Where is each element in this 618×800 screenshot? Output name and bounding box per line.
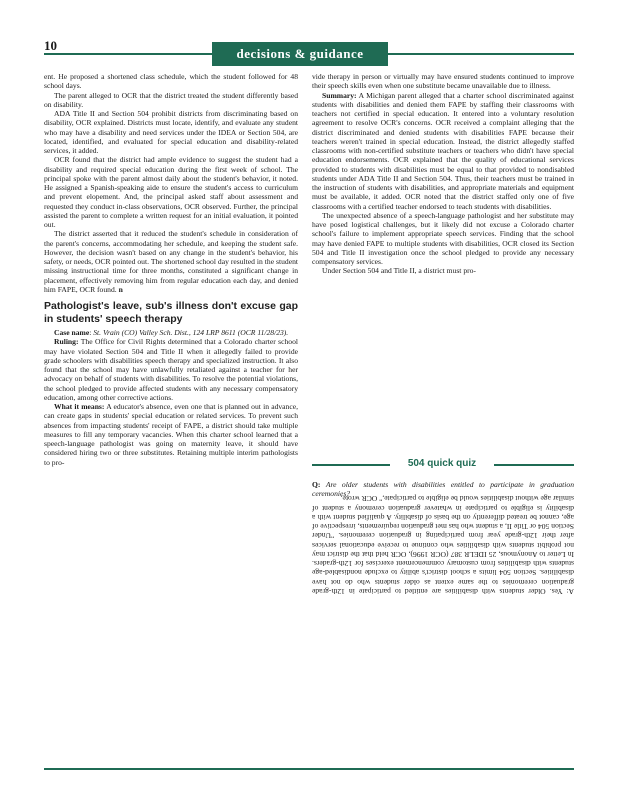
quiz-header [312,458,574,472]
paragraph: ADA Title II and Section 504 prohibit districts from discriminating based on disability, OCR explained. Districts must locate, identify, and evaluate any student who may have a disability and need services under the IDEA or Section 504, are located, identified, and evaluated for special education and disability-related services, it added. [44,109,298,155]
paragraph: The parent alleged to OCR that the district treated the student differently based on disability. [44,90,298,109]
paragraph: vide therapy in person or virtually may have ensured students continued to improve their speech skills even when one substitute became unavailable due to illness. [312,72,574,91]
paragraph: Under Section 504 and Title II, a district must pro- [322,266,476,276]
column-left [44,72,298,467]
what-it-means-paragraph: What it means: A educator's absence, even one that is planned out in advance, can create gaps in students' special education or related services. To prevent such absences from impacting students' receipt of FAPE, a district should take multiple measures to fill any temporary vacancies. When this charter school learned that a speech-language pathologist was going on maternity leave, it should have considered hiring two or three substitutes. Retaining multiple interim pathologists to pro- [44,402,298,467]
paragraph: The unexpected absence of a speech-language pathologist and her substitute may have posed logistical challenges, but it likely did not excuse a Colorado charter school's failure to implement appropriate speech services. Finding that the school may have denied FAPE to multiple students with disabilities, OCR closed its Section 504 and Title II investigation once the school pledged to provide any necessary compensatory services. [312,210,574,266]
quiz-rule-right [494,464,574,466]
article-heading: Pathologist's leave, sub's illness don't excuse gap in students' speech therapy [44,300,298,325]
paragraph: OCR found that the district had ample evidence to suggest the student had a disability and required special education during the first week of school. The principal spoke with the parent almost daily about the student's behavior, it noted. He assigned a Spanish-speaking aide to ensure the student's access to curriculum and prevent elopement. And, the principal asked staff about assessment and requested they conduct in-class observations, OCR observed. Further, the principal assisted the parent to complete a written request for an initial evaluation, it pointed out. [44,155,298,229]
case-name-line: Case name: St. Vrain (CO) Valley Sch. Dist., 124 LRP 8611 (OCR 11/28/23). [54,328,289,337]
quiz-title: 504 quick quiz [407,458,477,469]
summary-paragraph: Summary: A Michigan parent alleged that a charter school discriminated against students with disabilities and denied them FAPE by staffing their classrooms with teachers not certified in special education. It entered into a voluntary resolution agreement to resolve OCR's concerns. OCR received a complaint alleging that the district discriminated and denied students with disabilities FAPE because their teachers weren't trained in special education. Instead, the district allegedly staffed classrooms with non-certified substitute teachers or teachers who didn't have special education endorsements. OCR explained that the quality of educational services provided to students with disabilities must be equal to that provided to nondisabled students under ADA Title II and Section 504. Thus, their teachers must be trained in the instruction of students with disabilities, and appropriate materials and equipment must be available, it added. OCR noted that the district staffed only one of five classrooms with a certified teacher endorsed to teach students with disabilities. [312,90,575,211]
quiz-question: Q: Are older students with disabilities entitled to participate in graduation ceremonies? [312,480,574,499]
end-mark: n [118,284,123,294]
page-number: 10 [44,38,57,53]
footer-rule [44,768,574,770]
quiz-rule-left [312,464,390,466]
paragraph: ent. He proposed a shortened class schedule, which the student followed for 48 school days. [44,72,298,91]
quiz-answer-upside-down: A: Yes. Older students with disabilities are entitled to participate in 12th-grade graduation ceremonies to the same extent as older students who do not have disabilities. Section 504 limits a school district's ability to exclude nondisabled-age students with disabilities from customary commencement exercises for 12th-graders. In Letter to Anonymous, 25 IDELR 387 (OCR 1996), OCR held that the district may not prohibit students with disabilities who continue to receive educational services after their 12th-grade year from participating in graduation ceremonies. "Under Section 504 or Title II, a student who has met graduation requirements, irrespective of age, cannot be treated differently on the basis of disability. A qualified student with a disability is eligible to participate in whatever graduation ceremony a student of similar age without disabilities would be eligible to participate," OCR wrote. [312,494,574,596]
column-right [312,72,574,276]
section-banner: decisions & guidance [212,42,388,66]
ruling-paragraph: Ruling: The Office for Civil Rights determined that a Colorado charter school may have violated Section 504 and Title II when it allegedly failed to provide grade schoolers with disabilities speech therapy and specialized instruction. It also found that the school may have unlawfully retaliated against a teacher for her advocacy on behalf of students with disabilities. To resolve the potential violations, the school pledged to provide affected students with any necessary compensatory education, among other corrective actions. [44,337,298,402]
paragraph: The district asserted that it reduced the student's schedule in consideration of the parent's concerns, accommodating her schedule, and keeping the student safe. However, the decision wasn't based on any change in the student's behavior, his safety, or needs, OCR pointed out. The shortened school day resulted in the student missing instructional time for three months, constituted a significant change in placement, effectively removing him from regular education each day, and denied him FAPE, OCR found. n [44,229,298,294]
